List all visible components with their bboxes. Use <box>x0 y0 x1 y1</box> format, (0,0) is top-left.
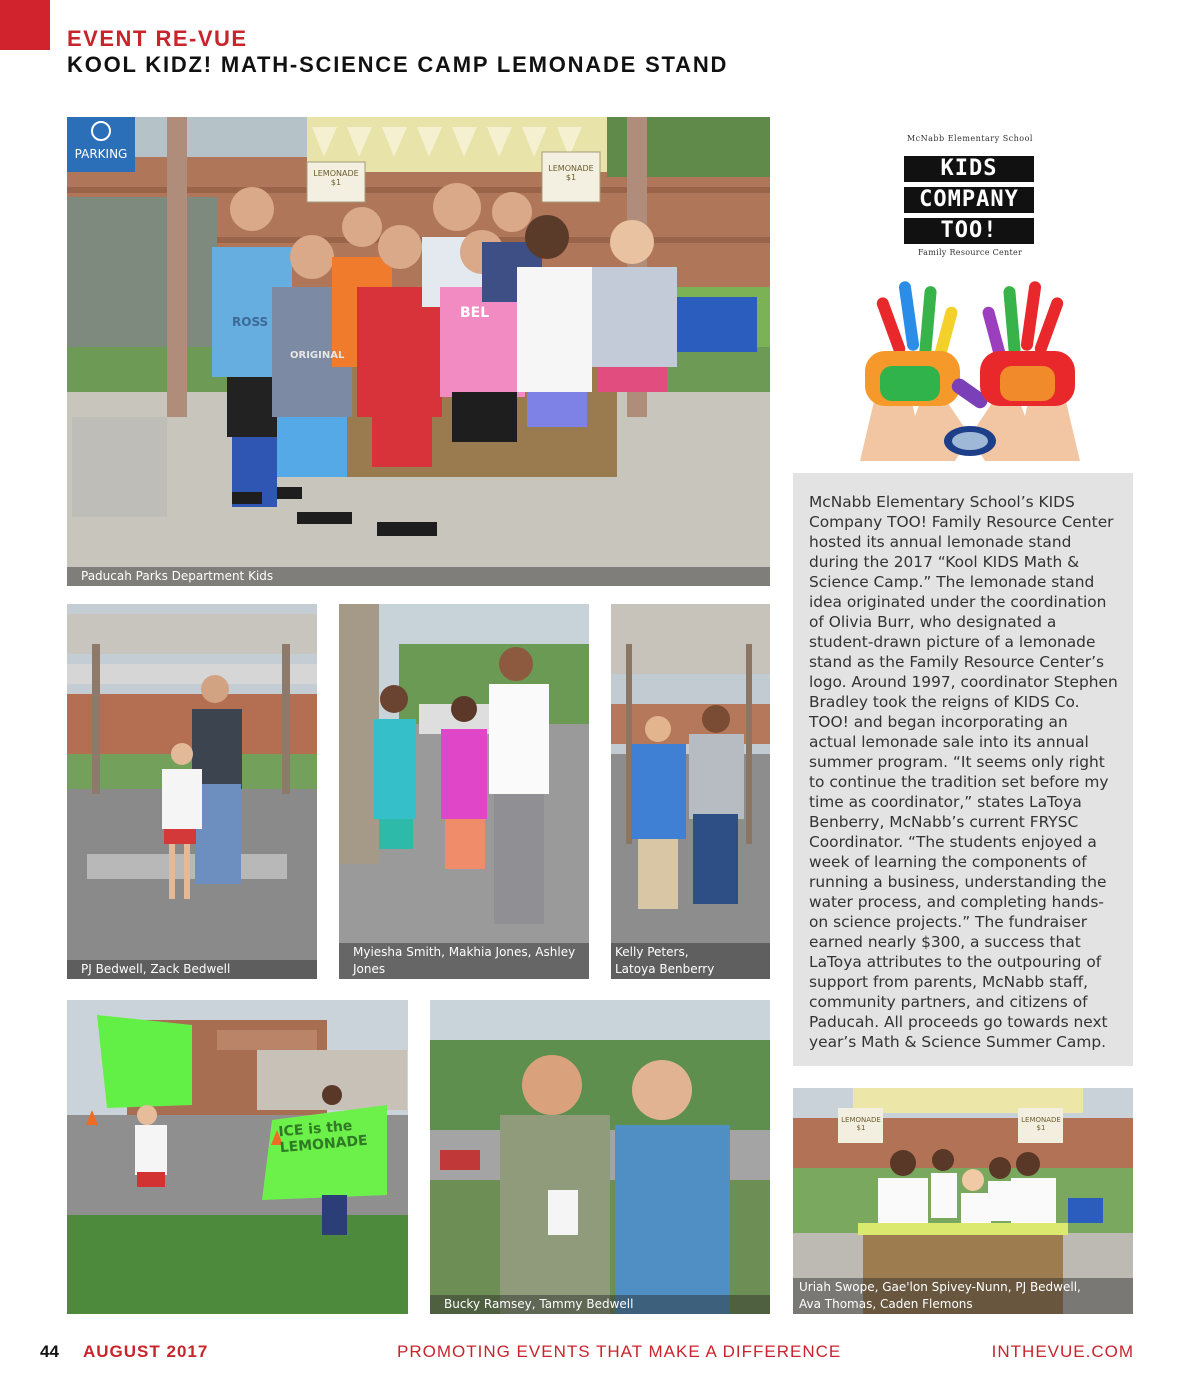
stand-sign-right: LEMONADE $1 <box>1021 1116 1061 1132</box>
svg-text:PARKING: PARKING <box>74 147 128 161</box>
caption-line: Uriah Swope, Gae'lon Spivey-Nunn, PJ Bedwell, <box>799 1280 1081 1294</box>
photo-ramsey <box>430 1000 770 1314</box>
photo-stand <box>793 1088 1133 1314</box>
logo-word-kids: KIDS <box>904 156 1034 182</box>
photo-caption: Myiesha Smith, Makhia Jones, Ashley Jones <box>339 943 589 979</box>
photo-caption: Bucky Ramsey, Tammy Bedwell <box>430 1295 770 1314</box>
photo-peters-scene <box>611 604 770 979</box>
photo-ramsey-scene <box>430 1000 770 1314</box>
parking-sign-icon <box>67 117 135 172</box>
photo-jones <box>339 604 589 979</box>
logo-school-name: McNabb Elementary School <box>906 134 1033 143</box>
handmade-sign-text: ICE is the LEMONADE <box>277 1117 369 1157</box>
footer-website: INTHEVUE.COM <box>991 1342 1134 1361</box>
photo-caption: Paducah Parks Department Kids <box>67 567 770 586</box>
photo-bedwell <box>67 604 317 979</box>
photo-main-scene <box>67 117 770 586</box>
lemonade-sign-right: LEMONADE $1 <box>548 164 594 182</box>
photo-signs-scene <box>67 1000 408 1314</box>
article-body: McNabb Elementary School’s KIDS Company TOO! Family Resource Center hosted its annual lemonade stand during the 2017 “Kool KIDS Math & Science Camp.” The lemonade stand idea originated under the coordination of Olivia Burr, who designated a student-drawn picture of a lemonade stand as the Family Resource Center’s logo. Around 1997, coordinator Stephen Bradley took the reigns of KIDS Co. TOO! and began incorporating an actual lemonade sale into its annual summer program. “It seems only right to continue the tradition set before my time as coordinator,” states LaToya Benberry, McNabb’s current FRYSC Coordinator. “The students enjoyed a week of learning the components of running a business, understanding the water process, and completing hands-on science projects.” The fundraiser earned nearly $300, a success that LaToya attributes to the outpouring of support from parents, McNabb staff, community partners, and citizens of Paducah. All proceeds go towards next year’s Math & Science Summer Camp. <box>809 493 1118 1051</box>
page-number: 44 <box>40 1342 59 1361</box>
kids-company-logo <box>800 120 1140 465</box>
section-kicker: EVENT RE-VUE <box>67 26 248 51</box>
article-sidebar <box>793 473 1133 1066</box>
logo-word-too: TOO! <box>904 218 1034 244</box>
photo-main-group <box>67 117 770 586</box>
painted-hands-heart-icon <box>840 266 1100 461</box>
caption-line: Latoya Benberry <box>615 962 715 976</box>
shirt-text-original: ORIGINAL <box>290 350 345 361</box>
stand-sign-left: LEMONADE $1 <box>841 1116 881 1132</box>
corner-accent-block <box>0 0 50 50</box>
shirt-text-bel: BEL <box>460 305 490 321</box>
logo-subtitle: Family Resource Center <box>917 248 1023 257</box>
photo-peters <box>611 604 770 979</box>
page-title: KOOL KIDZ! MATH-SCIENCE CAMP LEMONADE STAND <box>67 52 729 77</box>
caption-line: Ava Thomas, Caden Flemons <box>799 1297 973 1311</box>
issue-date: AUGUST 2017 <box>83 1342 209 1361</box>
caption-line: Kelly Peters, <box>615 945 689 959</box>
photo-caption <box>793 1278 1133 1314</box>
lemonade-sign-left: LEMONADE $1 <box>313 169 359 187</box>
shirt-text-ross: ROSS <box>232 315 269 329</box>
photo-caption <box>611 943 770 979</box>
photo-caption: PJ Bedwell, Zack Bedwell <box>67 960 317 979</box>
photo-jones-scene <box>339 604 589 979</box>
photo-signs <box>67 1000 408 1314</box>
footer-tagline: PROMOTING EVENTS THAT MAKE A DIFFERENCE <box>397 1342 842 1361</box>
logo-word-company: COMPANY <box>904 187 1034 213</box>
photo-bedwell-scene <box>67 604 317 979</box>
